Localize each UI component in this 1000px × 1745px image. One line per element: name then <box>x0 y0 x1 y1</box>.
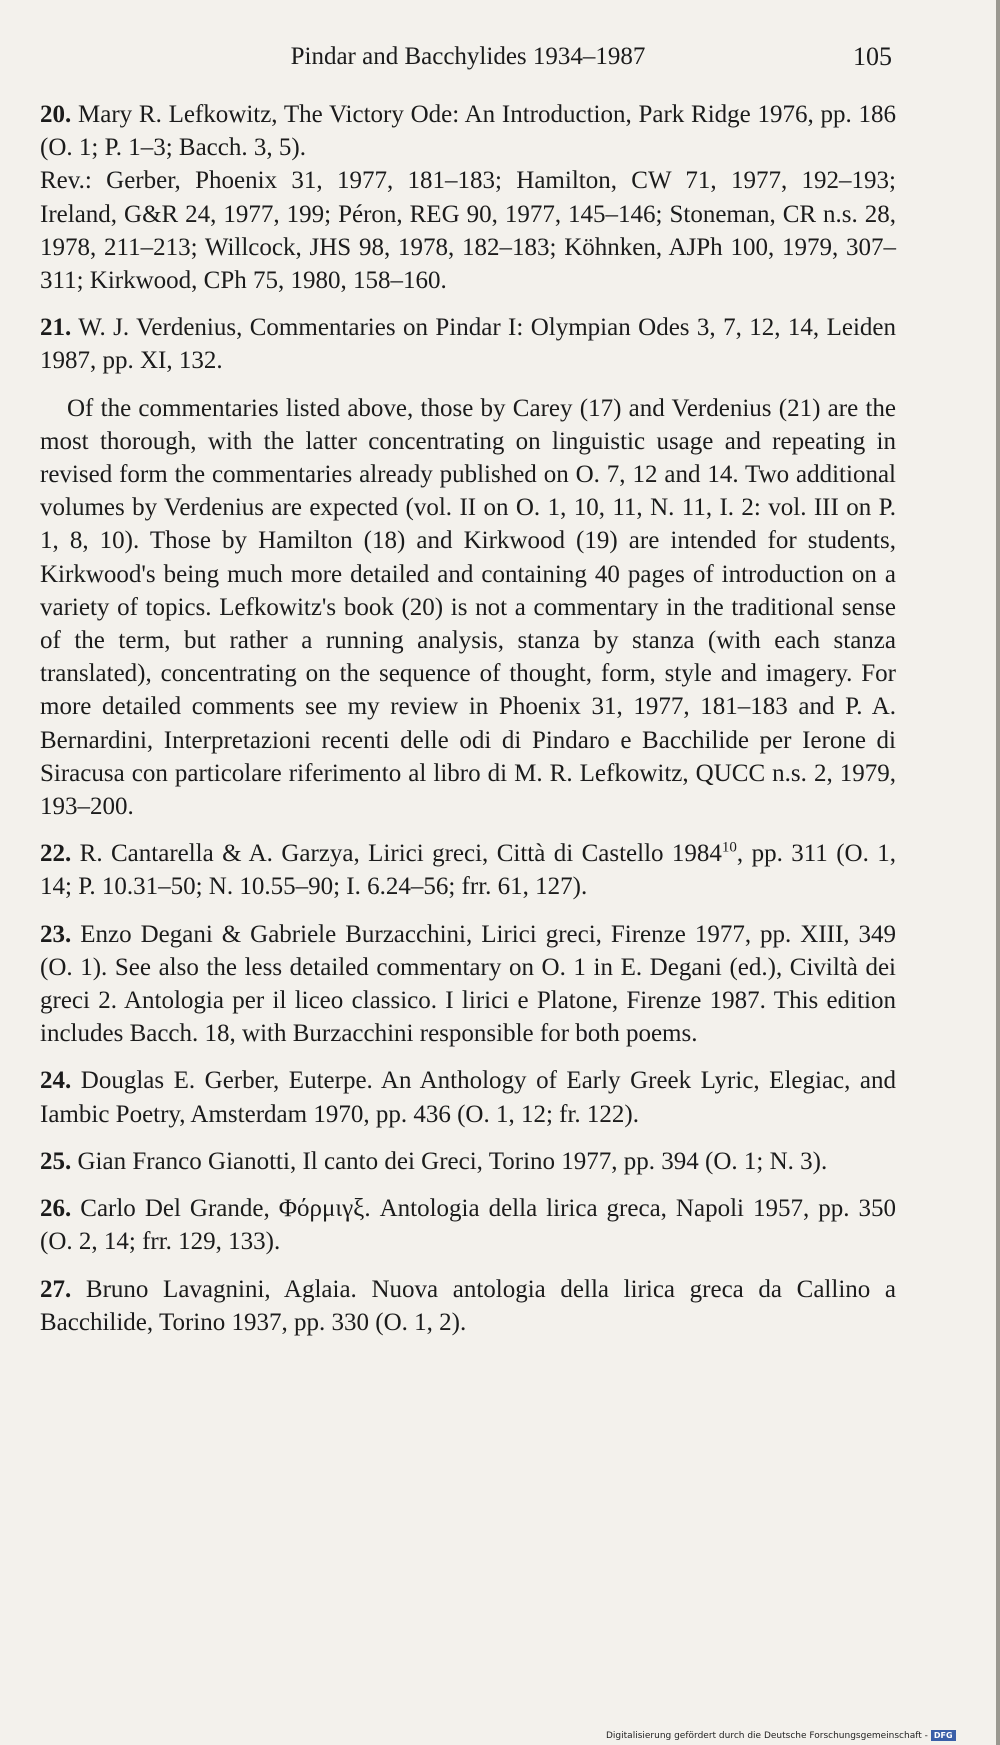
entry-text: Douglas E. Gerber, Euterpe. An Anthology of Early Greek Lyric, Elegiac, and Iambic Poetry, Amsterdam 1970, pp. 436 (O. 1, 12; fr. 122). <box>40 1067 896 1128</box>
entry-text: W. J. Verdenius, Commentaries on Pindar I: Olympian Odes 3, 7, 12, 14, Leiden 1987, pp. XI, 132. <box>40 314 896 375</box>
bibliography-entry-22 <box>40 837 896 903</box>
bibliography-entry-26 <box>40 1192 896 1258</box>
entry-text: Mary R. Lefkowitz, The Victory Ode: An Introduction, Park Ridge 1976, pp. 186 (O. 1; P. 1–3; Bacch. 3, 5). <box>40 101 896 162</box>
bibliography-entry-20 <box>40 98 896 297</box>
entry-text-after: , pp. 311 (O. 1, 14; P. 10.31–50; N. 10.55–90; I. 6.24–56; frr. 61, 127). <box>40 840 897 901</box>
footer-text: Digitalisierung gefördert durch die Deutsche Forschungsgemeinschaft - <box>606 1731 928 1741</box>
entry-number: 21. <box>40 314 72 342</box>
entry-number: 26. <box>40 1195 72 1223</box>
entry-text: Gian Franco Gianotti, Il canto dei Greci, Torino 1977, pp. 394 (O. 1; N. 3). <box>77 1147 828 1175</box>
bibliography-entry-25 <box>40 1145 896 1178</box>
commentary-paragraph: Of the commentaries listed above, those by Carey (17) and Verdenius (21) are the most thorough, with the latter concentrating on linguistic usage and repeating in revised form the commentaries already published on O. 7, 12 and 14. Two additional volumes by Verdenius are expected (vol. II on O. 1, 10, 11, N. 11, I. 2: vol. III on P. 1, 8, 10). Those by Hamilton (18) and Kirkwood (19) are intended for students, Kirkwood's being much more detailed and containing 40 pages of introduction on a variety of topics. Lefkowitz's book (20) is not a commentary in the traditional sense of the term, but rather a running analysis, stanza by stanza (with each stanza translated), concentrating on the sequence of thought, form, style and imagery. For more detailed comments see my review in Phoenix 31, 1977, 181–183 and P. A. Bernardini, Interpretazioni recenti delle odi di Pindaro e Bacchilide per Ierone di Siracusa con particolare riferimento al libro di M. R. Lefkowitz, QUCC n.s. 2, 1979, 193–200. <box>40 394 896 821</box>
bibliography-entry-21 <box>40 311 896 377</box>
entry-text: Bruno Lavagnini, Aglaia. Nuova antologia della lirica greca da Callino a Bacchilide, Torino 1937, pp. 330 (O. 1, 2). <box>40 1275 897 1336</box>
edition-superscript: 10 <box>721 839 737 856</box>
entry-number: 25. <box>40 1147 72 1175</box>
page-number: 105 <box>853 42 892 71</box>
digitization-footer <box>606 1730 1000 1742</box>
entry-number: 22. <box>40 840 72 868</box>
page-gutter-edge <box>996 0 1000 1745</box>
review-list: Rev.: Gerber, Phoenix 31, 1977, 181–183; Hamilton, CW 71, 1977, 192–193; Ireland, G&R 24, 1977, 199; Péron, REG 90, 1977, 145–146; Stoneman, CR n.s. 28, 1978, 211–213; Willcock, JHS 98, 1978, 182–183; Köhnken, AJPh 100, 1979, 307–311; Kirkwood, CPh 75, 1980, 158–160. <box>40 167 896 295</box>
entry-number: 24. <box>40 1067 72 1095</box>
running-title: Pindar and Bacchylides 1934–1987 <box>290 43 646 70</box>
entry-text-before: R. Cantarella & A. Garzya, Lirici greci, Città di Castello 1984 <box>79 840 722 868</box>
bibliography-entry-23 <box>40 918 896 1051</box>
entry-number: 27. <box>40 1275 72 1303</box>
entry-number: 20. <box>40 101 72 128</box>
dfg-logo: DFG <box>931 1730 956 1741</box>
book-page <box>40 40 896 1353</box>
bibliography-entry-27 <box>40 1273 896 1339</box>
bibliography-entry-24 <box>40 1064 896 1130</box>
running-head <box>40 40 896 80</box>
entry-text: Enzo Degani & Gabriele Burzacchini, Lirici greci, Firenze 1977, pp. XIII, 349 (O. 1). See also the less detailed commentary on O. 1 in E. Degani (ed.), Civiltà dei greci 2. Antologia per il liceo classico. I lirici e Platone, Firenze 1987. This edition includes Bacch. 18, with Burzacchini responsible for both poems. <box>40 920 897 1048</box>
entry-text: Carlo Del Grande, Φόρμιγξ. Antologia della lirica greca, Napoli 1957, pp. 350 (O. 2, 14; frr. 129, 133). <box>40 1195 896 1256</box>
entry-number: 23. <box>40 920 72 948</box>
